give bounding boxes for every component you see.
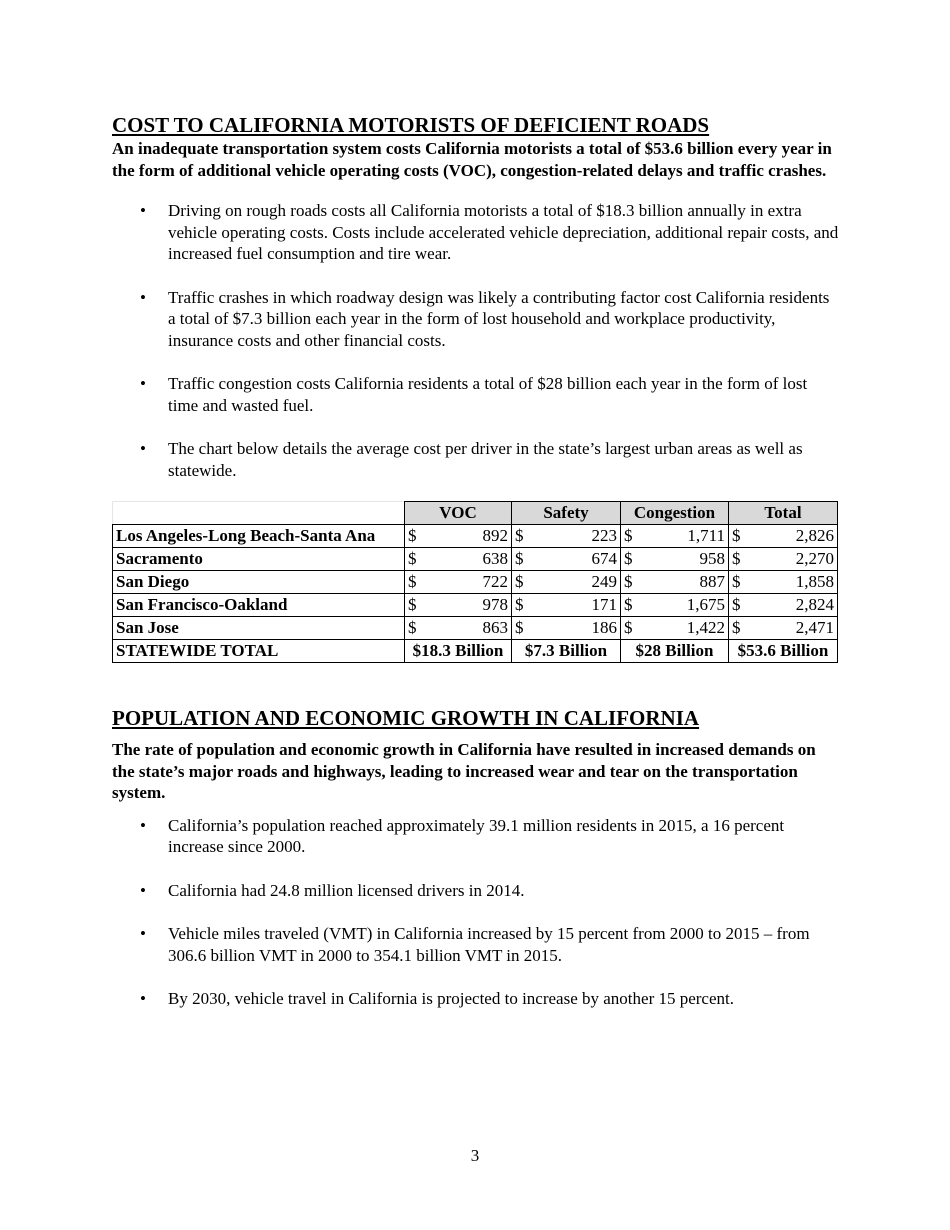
table-cell-safety: $ 223 [512, 525, 621, 548]
table-cell-area: STATEWIDE TOTAL [113, 640, 405, 663]
table-cell-total: $ 2,826 [729, 525, 838, 548]
table-cell-area: Sacramento [113, 548, 405, 571]
table-cell-total: $ 2,270 [729, 548, 838, 571]
section-title-cost: COST TO CALIFORNIA MOTORISTS OF DEFICIENT ROADS [112, 113, 710, 137]
table-cell-safety: $ 186 [512, 617, 621, 640]
table-cell-area: San Diego [113, 571, 405, 594]
table-cell-voc: $18.3 Billion [405, 640, 512, 663]
table-cell-safety: $ 171 [512, 594, 621, 617]
table-cell-voc: $ 892 [405, 525, 512, 548]
list-item: • California’s population reached approximately 39.1 million residents in 2015, a 16 percent increase since 2000. [140, 815, 785, 856]
bullet-list-population [112, 815, 840, 1010]
bullet-list-cost [112, 200, 840, 481]
bullet-icon: • [140, 989, 146, 1008]
table-cell-voc: $ 978 [405, 594, 512, 617]
table-cell-voc: $ 722 [405, 571, 512, 594]
table-cell-safety: $7.3 Billion [512, 640, 621, 663]
document-page [112, 112, 840, 1032]
table-header-total: Total [729, 502, 838, 525]
table-header-voc: VOC [405, 502, 512, 525]
section-lead-cost: An inadequate transportation system costs California motorists a total of $53.6 billion every year in the form of additional vehicle operating costs (VOC), congestion-related delays and traffic crashes. [112, 139, 832, 180]
bullet-icon: • [140, 924, 146, 943]
table-header-blank [113, 502, 405, 525]
table-cell-congestion: $ 1,422 [621, 617, 729, 640]
table-cell-area: San Jose [113, 617, 405, 640]
table-cell-congestion: $ 1,711 [621, 525, 729, 548]
bullet-icon: • [140, 815, 146, 835]
table-cell-area: Los Angeles-Long Beach-Santa Ana [113, 525, 405, 548]
bullet-icon: • [140, 201, 146, 220]
list-item: • Vehicle miles traveled (VMT) in California increased by 15 percent from 2000 to 2015 – from 306.6 billion VMT in 2000 to 354.1 billion VMT in 2015. [140, 924, 810, 965]
list-item: • Traffic congestion costs California residents a total of $28 billion each year in the form of lost time and wasted fuel. [140, 374, 808, 415]
table-cell-total: $ 1,858 [729, 571, 838, 594]
table-cell-voc: $ 863 [405, 617, 512, 640]
table-header-safety: Safety [512, 502, 621, 525]
list-item: • Driving on rough roads costs all California motorists a total of $18.3 billion annually in extra vehicle operating costs. Costs include accelerated vehicle depreciation, additional repair costs, and increased fuel consumption and tire wear. [140, 201, 839, 263]
table-row [113, 617, 838, 640]
list-item: • By 2030, vehicle travel in California is projected to increase by another 15 percent. [140, 989, 734, 1008]
table-cell-voc: $ 638 [405, 548, 512, 571]
section-lead-population: The rate of population and economic growth in California have resulted in increased demands on the state’s major roads and highways, leading to increased wear and tear on the transportation system. [112, 740, 816, 802]
bullet-icon: • [140, 439, 146, 458]
table-cell-congestion: $ 887 [621, 571, 729, 594]
section-title-population: POPULATION AND ECONOMIC GROWTH IN CALIFORNIA [112, 706, 700, 730]
table-cell-safety: $ 249 [512, 571, 621, 594]
table-cell-area: San Francisco-Oakland [113, 594, 405, 617]
bullet-icon: • [140, 880, 146, 900]
table-row [113, 594, 838, 617]
bullet-icon: • [140, 374, 146, 393]
table-cell-congestion: $ 958 [621, 548, 729, 571]
table-cell-total: $ 2,471 [729, 617, 838, 640]
table-row [113, 548, 838, 571]
list-item: • California had 24.8 million licensed drivers in 2014. [140, 880, 525, 900]
page-number: 3 [470, 1146, 480, 1165]
table-cell-congestion: $ 1,675 [621, 594, 729, 617]
cost-per-driver-table [112, 501, 838, 663]
table-header-row [113, 502, 838, 525]
table-row [113, 525, 838, 548]
table-cell-congestion: $28 Billion [621, 640, 729, 663]
table-header-congestion: Congestion [621, 502, 729, 525]
table-row [113, 571, 838, 594]
table-cell-total: $ 2,824 [729, 594, 838, 617]
table-cell-safety: $ 674 [512, 548, 621, 571]
list-item: • The chart below details the average cost per driver in the state’s largest urban areas as well as statewide. [140, 439, 803, 480]
list-item: • Traffic crashes in which roadway design was likely a contributing factor cost California residents a total of $7.3 billion each year in the form of lost household and workplace productivity, insurance costs and other financial costs. [140, 287, 830, 350]
bullet-icon: • [140, 287, 146, 307]
table-total-row [113, 640, 838, 663]
table-cell-total: $53.6 Billion [729, 640, 838, 663]
